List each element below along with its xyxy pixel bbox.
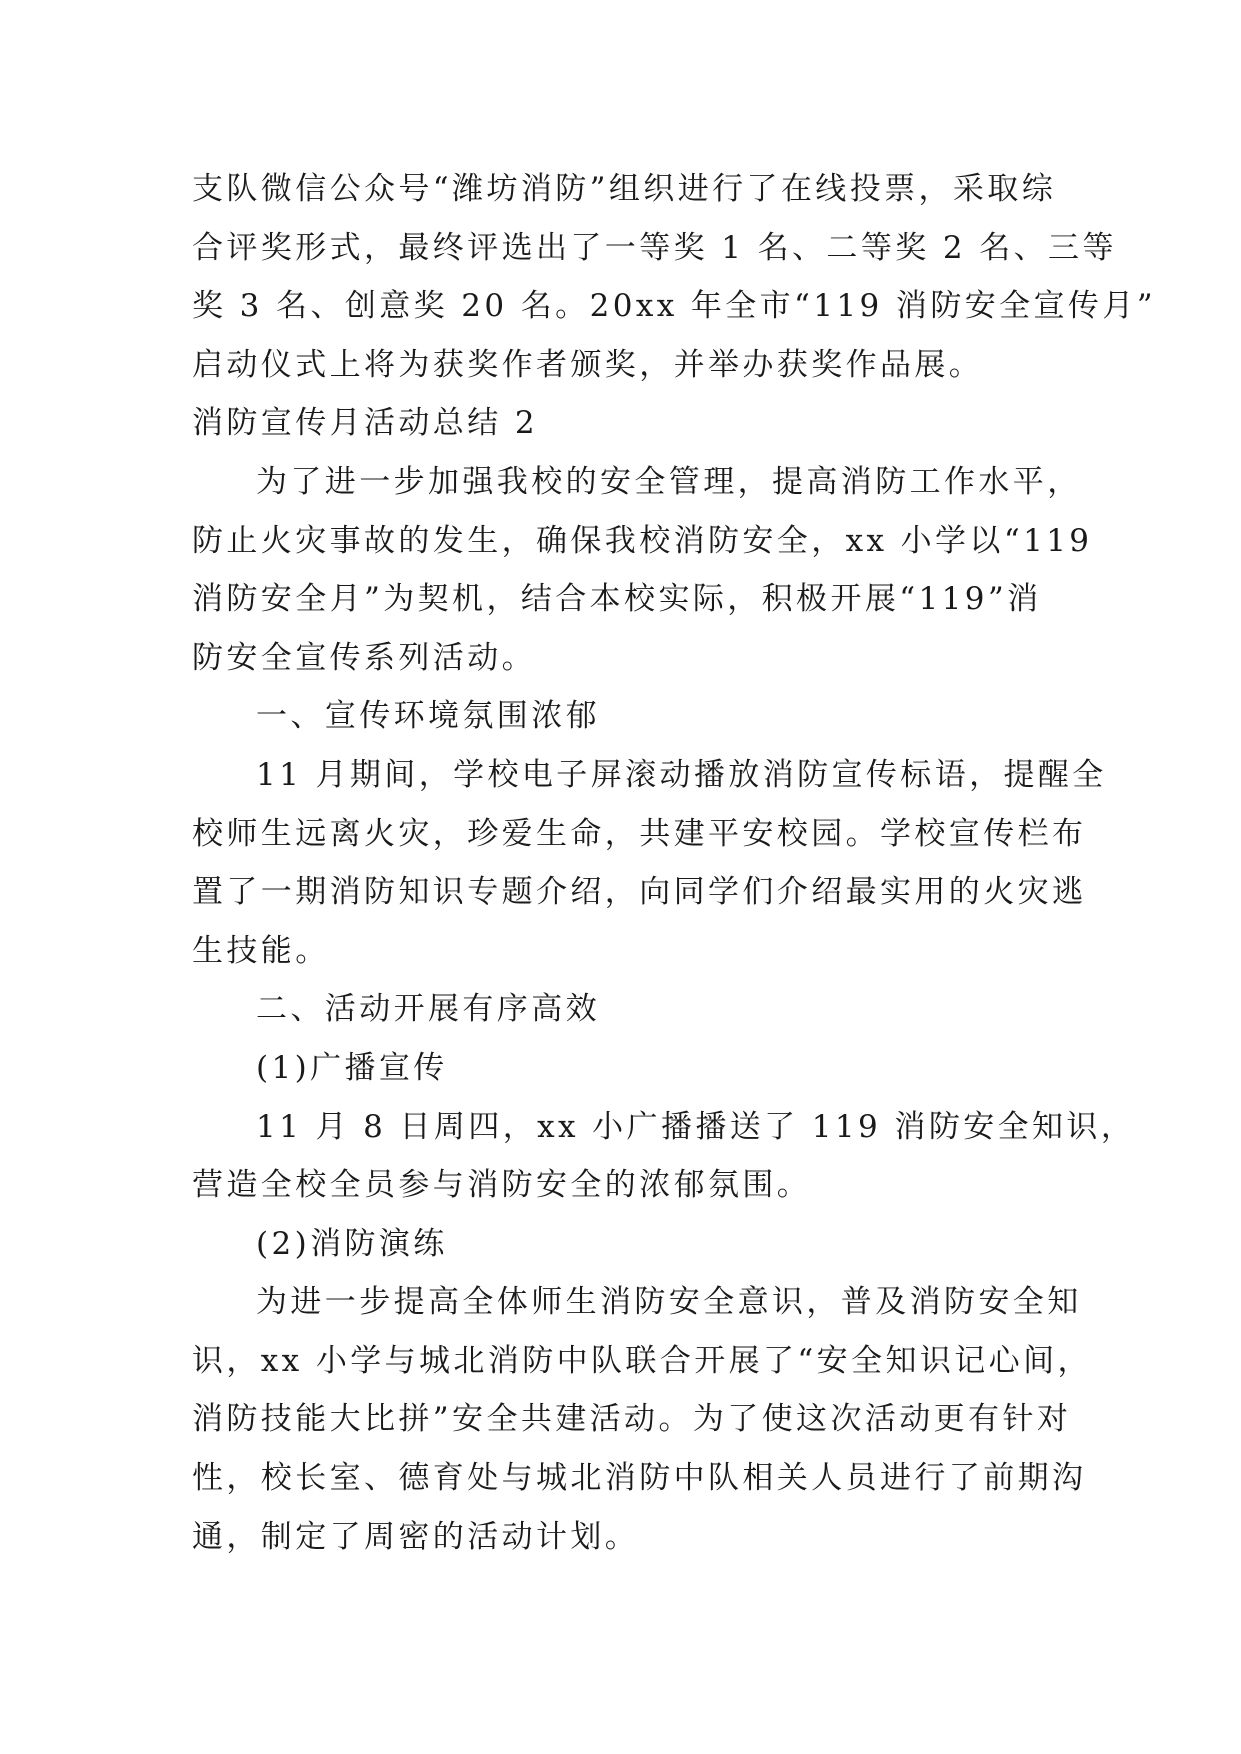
paragraph-line: 生技能。 xyxy=(192,932,330,969)
subheading: (2)消防演练 xyxy=(256,1225,448,1262)
paragraph-line: 防安全宣传系列活动。 xyxy=(192,639,536,676)
paragraph-line: 11 月 8 日周四，xx 小广播播送了 119 消防安全知识， xyxy=(256,1108,1136,1145)
paragraph-line: 识，xx 小学与城北消防中队联合开展了“安全知识记心间， xyxy=(192,1342,1092,1379)
paragraph-line: 营造全校全员参与消防安全的浓郁氛围。 xyxy=(192,1167,812,1204)
paragraph-line: 11 月期间，学校电子屏滚动播放消防宣传标语，提醒全 xyxy=(256,756,1107,793)
paragraph-line: 启动仪式上将为获奖作者颁奖，并举办获奖作品展。 xyxy=(192,346,984,383)
paragraph-line: 置了一期消防知识专题介绍，向同学们介绍最实用的火灾逃 xyxy=(192,874,1087,911)
paragraph-line: 消防安全月”为契机，结合本校实际，积极开展“119”消 xyxy=(192,581,1042,618)
paragraph-line: 防止火灾事故的发生，确保我校消防安全，xx 小学以“119 xyxy=(192,522,1093,559)
paragraph-line: 性，校长室、德育处与城北消防中队相关人员进行了前期沟 xyxy=(192,1460,1087,1497)
paragraph-line: 消防技能大比拼”安全共建活动。为了使这次活动更有针对 xyxy=(192,1401,1072,1438)
paragraph-line: 通，制定了周密的活动计划。 xyxy=(192,1518,640,1555)
document-body xyxy=(192,160,1156,1566)
paragraph-line: 合评奖形式，最终评选出了一等奖 1 名、二等奖 2 名、三等 xyxy=(192,229,1117,266)
subheading: (1)广播宣传 xyxy=(256,1049,448,1086)
paragraph-line: 为了进一步加强我校的安全管理，提高消防工作水平， xyxy=(256,463,1082,500)
section-title: 消防宣传月活动总结 2 xyxy=(192,405,538,442)
paragraph-line: 为进一步提高全体师生消防安全意识，普及消防安全知 xyxy=(256,1284,1082,1321)
paragraph-line: 奖 3 名、创意奖 20 名。20xx 年全市“119 消防安全宣传月” xyxy=(192,288,1156,325)
paragraph-line: 支队微信公众号“潍坊消防”组织进行了在线投票，采取综 xyxy=(192,171,1057,207)
paragraph-line: 校师生远离火灾，珍爱生命，共建平安校园。学校宣传栏布 xyxy=(192,815,1087,852)
subheading: 二、活动开展有序高效 xyxy=(256,991,600,1028)
subheading: 一、宣传环境氛围浓郁 xyxy=(256,698,600,735)
